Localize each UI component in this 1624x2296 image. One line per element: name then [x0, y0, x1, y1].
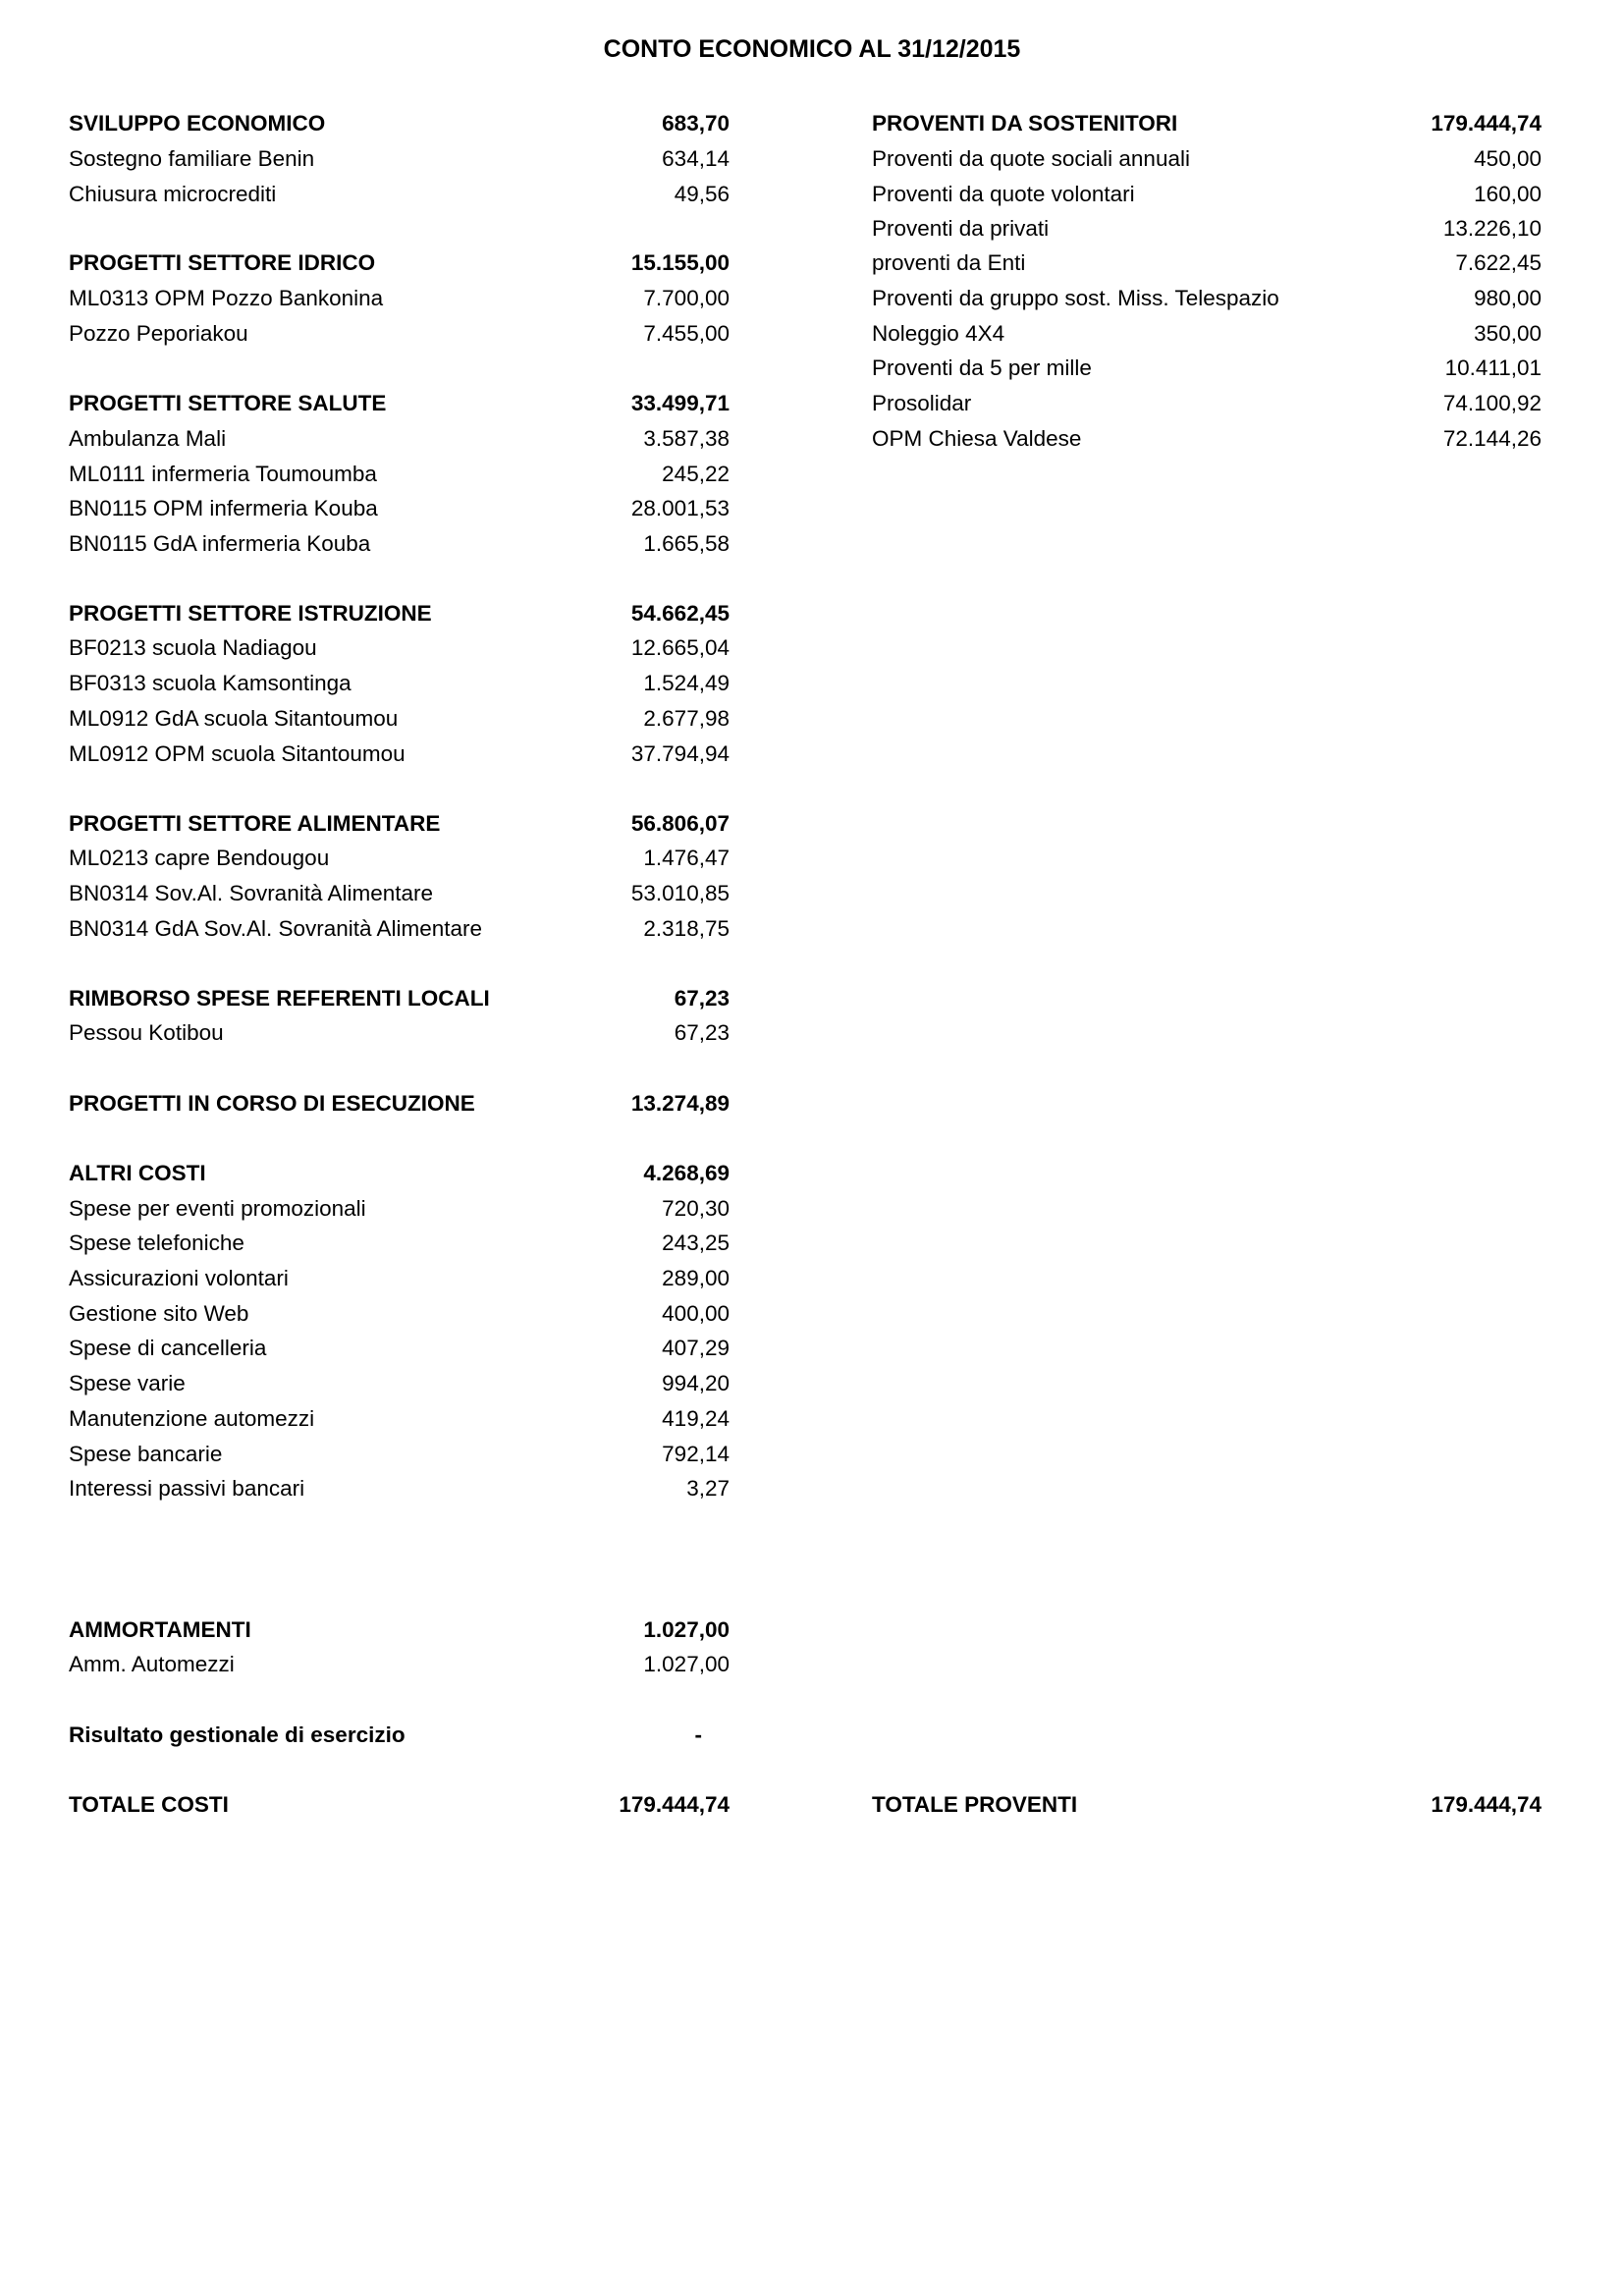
line-item: Spese telefoniche 243,25	[69, 1230, 730, 1255]
line-item: OPM Chiesa Valdese 72.144,26	[872, 426, 1542, 451]
section-header: AMMORTAMENTI 1.027,00	[69, 1617, 730, 1642]
line-item: proventi da Enti 7.622,45	[872, 250, 1542, 275]
line-item: Interessi passivi bancari 3,27	[69, 1476, 730, 1501]
line-item: ML0912 OPM scuola Sitantoumou 37.794,94	[69, 741, 730, 766]
page-title: CONTO ECONOMICO AL 31/12/2015	[603, 35, 1021, 63]
line-item: Proventi da 5 per mille 10.411,01	[872, 355, 1542, 380]
line-item: Pozzo Peporiakou 7.455,00	[69, 321, 730, 346]
line-item: Sostegno familiare Benin 634,14	[69, 146, 730, 171]
section-header: ALTRI COSTI 4.268,69	[69, 1161, 730, 1185]
section-header: PROGETTI SETTORE ISTRUZIONE 54.662,45	[69, 601, 730, 626]
result-row: Risultato gestionale di esercizio -	[69, 1722, 702, 1747]
section-header: PROVENTI DA SOSTENITORI 179.444,74	[872, 111, 1542, 136]
line-item: BF0213 scuola Nadiagou 12.665,04	[69, 635, 730, 660]
section-header: PROGETTI SETTORE SALUTE 33.499,71	[69, 391, 730, 415]
line-item: Proventi da quote sociali annuali 450,00	[872, 146, 1542, 171]
line-item: BN0314 Sov.Al. Sovranità Alimentare 53.010,85	[69, 881, 730, 905]
line-item: Proventi da privati 13.226,10	[872, 216, 1542, 241]
line-item: BF0313 scuola Kamsontinga 1.524,49	[69, 671, 730, 695]
section-header: RIMBORSO SPESE REFERENTI LOCALI 67,23	[69, 986, 730, 1011]
line-item: Pessou Kotibou 67,23	[69, 1020, 730, 1045]
line-item: Spese per eventi promozionali 720,30	[69, 1196, 730, 1221]
line-item: Spese bancarie 792,14	[69, 1442, 730, 1466]
line-item: Amm. Automezzi 1.027,00	[69, 1652, 730, 1676]
section-header: SVILUPPO ECONOMICO 683,70	[69, 111, 730, 136]
line-item: Assicurazioni volontari 289,00	[69, 1266, 730, 1290]
line-item: Manutenzione automezzi 419,24	[69, 1406, 730, 1431]
section-header: PROGETTI IN CORSO DI ESECUZIONE 13.274,89	[69, 1091, 730, 1116]
line-item: Proventi da quote volontari 160,00	[872, 182, 1542, 206]
section-header: PROGETTI SETTORE IDRICO 15.155,00	[69, 250, 730, 275]
line-item: ML0111 infermeria Toumoumba 245,22	[69, 462, 730, 486]
line-item: Noleggio 4X4 350,00	[872, 321, 1542, 346]
line-item: Ambulanza Mali 3.587,38	[69, 426, 730, 451]
line-item: Gestione sito Web 400,00	[69, 1301, 730, 1326]
line-item: Prosolidar 74.100,92	[872, 391, 1542, 415]
line-item: BN0314 GdA Sov.Al. Sovranità Alimentare 2.318,75	[69, 916, 730, 941]
total-costs-row: TOTALE COSTI 179.444,74	[69, 1792, 730, 1817]
line-item: BN0115 GdA infermeria Kouba 1.665,58	[69, 531, 730, 556]
line-item: ML0912 GdA scuola Sitantoumou 2.677,98	[69, 706, 730, 731]
section-header: PROGETTI SETTORE ALIMENTARE 56.806,07	[69, 811, 730, 836]
line-item: ML0313 OPM Pozzo Bankonina 7.700,00	[69, 286, 730, 310]
line-item: ML0213 capre Bendougou 1.476,47	[69, 846, 730, 870]
total-income-row: TOTALE PROVENTI 179.444,74	[872, 1792, 1542, 1817]
line-item: Spese di cancelleria 407,29	[69, 1336, 730, 1360]
line-item: BN0115 OPM infermeria Kouba 28.001,53	[69, 496, 730, 520]
line-item: Chiusura microcrediti 49,56	[69, 182, 730, 206]
line-item: Proventi da gruppo sost. Miss. Telespazio 980,00	[872, 286, 1542, 310]
line-item: Spese varie 994,20	[69, 1371, 730, 1395]
